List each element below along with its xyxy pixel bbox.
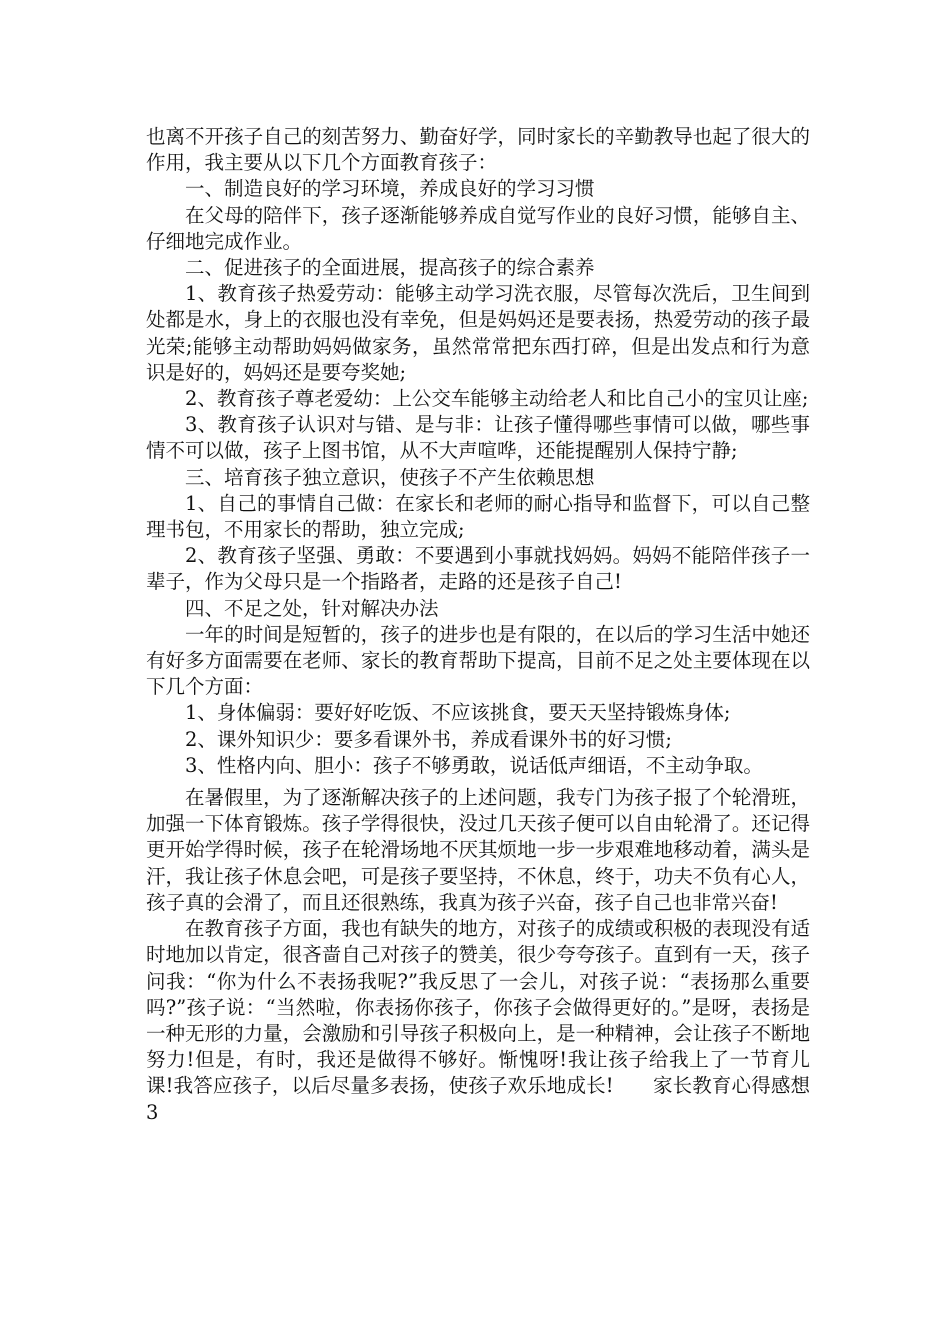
list-item: 1、身体偏弱：要好好吃饭、不应该挑食，要天天坚持锻炼身体; — [185, 701, 731, 725]
paragraph-4: 在暑假里，为了逐渐解决孩子的上述问题，我专门为孩子报了个轮滑班，加强一下体育锻炼。孩子学得很快，没过几天孩子便可以自由轮滑了。还记得更开始学得时候，孩子在轮滑场地不厌其烦地一步一步艰难地移动着，满头是汗，我让孩子休息会吧，可是孩子要坚持，不休息，终于，功夫不负有心人，孩子真的会滑了，而且还很熟练，我真为孩子兴奋，孩子自己也非常兴奋! — [146, 786, 810, 914]
list-item: 3、教育孩子认识对与错、是与非：让孩子懂得哪些事情可以做，哪些事情不可以做，孩子上图书馆，从不大声喧哗，还能提醒别人保持宁静; — [146, 413, 810, 463]
paragraph-1: 也离不开孩子自己的刻苦努力、勤奋好学，同时家长的辛勤教导也起了很大的作用，我主要从以下几个方面教育孩子： — [146, 125, 810, 175]
section-heading-2: 二、促进孩子的全面进展，提高孩子的综合素养 — [185, 256, 595, 280]
list-item: 2、教育孩子坚强、勇敢：不要遇到小事就找妈妈。妈妈不能陪伴孩子一辈子，作为父母只是一个指路者，走路的还是孩子自己! — [146, 544, 810, 594]
list-item: 1、教育孩子热爱劳动：能够主动学习洗衣服，尽管每次洗后，卫生间到处都是水，身上的衣服也没有幸免，但是妈妈还是要表扬，热爱劳动的孩子最光荣;能够主动帮助妈妈做家务，虽然常常把东西打碎，但是出发点和行为意识是好的，妈妈还是要夸奖她; — [146, 282, 810, 384]
paragraph-2: 在父母的陪伴下，孩子逐渐能够养成自觉写作业的良好习惯，能够自主、仔细地完成作业。 — [146, 203, 810, 253]
list-item: 2、课外知识少：要多看课外书，养成看课外书的好习惯; — [185, 727, 672, 751]
paragraph-5: 在教育孩子方面，我也有缺失的地方，对孩子的成绩或积极的表现没有适时地加以肯定，很吝啬自己对孩子的赞美，很少夸夸孩子。直到有一天，孩子问我：“你为什么不表扬我呢?”我反思了一会儿，对孩子说：“表扬那么重要吗?”孩子说：“当然啦，你表扬你孩子，你孩子会做得更好的。”是呀，表扬是一种无形的力量，会激励和引导孩子积极向上，是一种精神，会让孩子不断地努力!但是，有时，我还是做得不够好。惭愧呀!我让孩子给我上了一节育儿课!我答应孩子，以后尽量多表扬，使孩子欢乐地成长! 家长教育心得感想3 — [146, 917, 810, 1124]
paragraph-3: 一年的时间是短暂的，孩子的进步也是有限的，在以后的学习生活中她还有好多方面需要在老师、家长的教育帮助下提高，目前不足之处主要体现在以下几个方面： — [146, 622, 810, 699]
document-body — [146, 124, 810, 1126]
list-item: 2、教育孩子尊老爱幼：上公交车能够主动给老人和比自己小的宝贝让座; — [185, 387, 809, 411]
list-item: 3、性格内向、胆小：孩子不够勇敢，说话低声细语，不主动争取。 — [185, 753, 763, 777]
section-heading-1: 一、制造良好的学习环境，养成良好的学习习惯 — [185, 177, 595, 201]
list-item: 1、自己的事情自己做：在家长和老师的耐心指导和监督下，可以自己整理书包，不用家长的帮助，独立完成; — [146, 491, 810, 542]
section-heading-4: 四、不足之处，针对解决办法 — [185, 596, 439, 620]
section-heading-3: 三、培育孩子独立意识，使孩子不产生依赖思想 — [185, 465, 595, 489]
